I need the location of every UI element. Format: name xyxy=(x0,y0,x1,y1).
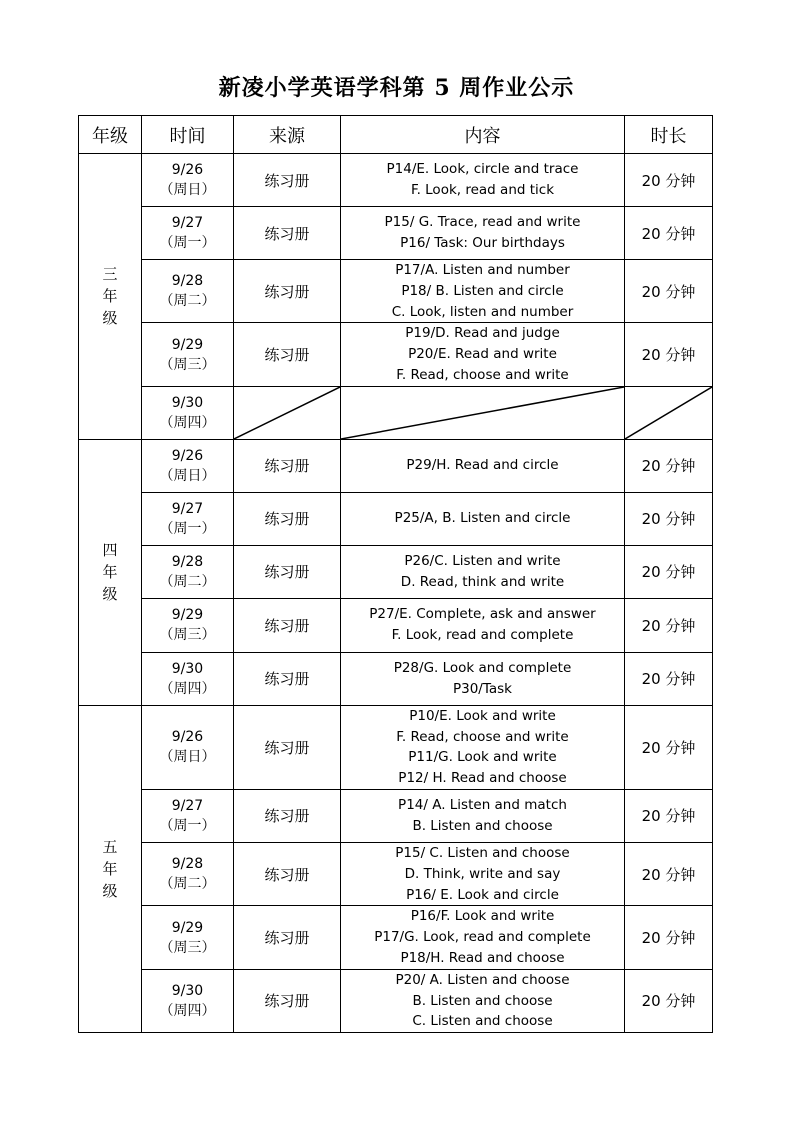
header-grade: 年级 xyxy=(79,116,142,154)
duration-cell: 20 分钟 xyxy=(625,439,713,492)
date: 9/29 xyxy=(171,919,204,936)
duration-cell: 20 分钟 xyxy=(625,652,713,705)
content-line: P12/ H. Read and choose xyxy=(398,770,567,787)
content-line: D. Read, think and write xyxy=(400,573,565,590)
date: 9/26 xyxy=(171,162,204,178)
source-cell: 练习册 xyxy=(234,842,341,905)
content-cell xyxy=(341,789,625,842)
grade-4-label xyxy=(79,439,142,705)
source-cell: 练习册 xyxy=(234,439,341,492)
content-line: P26/C. Listen and write xyxy=(404,552,561,569)
weekday: （周一） xyxy=(159,235,216,251)
content-line: P18/ B. Listen and circle xyxy=(401,282,564,299)
content-line: D. Think, write and say xyxy=(404,865,561,882)
content-cell xyxy=(341,598,625,652)
weekday: （周三） xyxy=(159,627,216,644)
grade-3-label xyxy=(79,154,142,440)
grade-label-char: 年 xyxy=(102,563,118,582)
duration-cell: 20 分钟 xyxy=(625,789,713,842)
content-cell xyxy=(341,386,625,439)
source-cell: 练习册 xyxy=(234,705,341,789)
date: 9/30 xyxy=(171,982,204,999)
table-row xyxy=(79,260,713,323)
content-line: P19/D. Read and judge xyxy=(405,325,560,342)
duration-cell: 20 分钟 xyxy=(625,492,713,545)
date-cell xyxy=(142,652,234,705)
weekday: （周日） xyxy=(159,182,216,198)
source-cell: 练习册 xyxy=(234,789,341,842)
source-cell: 练习册 xyxy=(234,260,341,323)
source-cell: 练习册 xyxy=(234,598,341,652)
content-line: C. Look, listen and number xyxy=(391,303,574,320)
page-title: 新凌小学英语学科第 5 周作业公示 xyxy=(218,75,575,101)
date: 9/28 xyxy=(171,273,204,290)
table-row xyxy=(79,154,713,207)
date-cell xyxy=(142,260,234,323)
content-line: P15/ C. Listen and choose xyxy=(395,844,570,861)
date-cell xyxy=(142,842,234,905)
date: 9/28 xyxy=(171,553,204,570)
content-line: P20/E. Read and write xyxy=(408,346,557,363)
content-line: P29/H. Read and circle xyxy=(406,457,559,474)
duration-cell: 20 分钟 xyxy=(625,154,713,207)
table-row xyxy=(79,906,713,969)
content-line: P20/ A. Listen and choose xyxy=(395,971,570,988)
content-line: F. Read, choose and write xyxy=(396,366,569,383)
diagonal-line xyxy=(341,387,624,439)
content-line: P28/G. Look and complete xyxy=(393,659,572,676)
content-cell xyxy=(341,652,625,705)
table-row xyxy=(79,207,713,260)
duration-cell: 20 分钟 xyxy=(625,842,713,905)
content-line: B. Listen and choose xyxy=(412,992,553,1009)
content-cell xyxy=(341,207,625,260)
weekday: （周四） xyxy=(159,680,216,697)
empty-cell-diagonal xyxy=(625,387,712,439)
source-cell: 练习册 xyxy=(234,652,341,705)
duration-cell: 20 分钟 xyxy=(625,969,713,1032)
date-cell xyxy=(142,323,234,386)
duration-cell xyxy=(625,386,713,439)
table-row xyxy=(79,652,713,705)
grade-label-char: 级 xyxy=(102,309,118,328)
table-body xyxy=(79,154,713,1033)
source-cell: 练习册 xyxy=(234,492,341,545)
duration-cell: 20 分钟 xyxy=(625,323,713,386)
content-cell xyxy=(341,842,625,905)
empty-cell-diagonal xyxy=(234,387,340,439)
content-line: C. Listen and choose xyxy=(412,1013,553,1030)
date-cell xyxy=(142,545,234,598)
content-cell xyxy=(341,323,625,386)
content-line: P15/ G. Trace, read and write xyxy=(384,214,581,231)
duration-cell: 20 分钟 xyxy=(625,260,713,323)
header-source: 来源 xyxy=(234,116,341,154)
content-cell xyxy=(341,969,625,1032)
duration-cell: 20 分钟 xyxy=(625,545,713,598)
weekday: （周二） xyxy=(159,293,216,310)
grade-label-char: 级 xyxy=(102,585,118,604)
content-cell xyxy=(341,545,625,598)
date: 9/27 xyxy=(171,215,204,231)
content-line: P16/ E. Look and circle xyxy=(406,886,559,903)
homework-table xyxy=(78,115,713,1033)
source-cell: 练习册 xyxy=(234,545,341,598)
content-line: P11/G. Look and write xyxy=(408,749,557,766)
table-row xyxy=(79,386,713,439)
weekday: （周四） xyxy=(159,1002,216,1019)
date-cell xyxy=(142,207,234,260)
weekday: （周日） xyxy=(159,749,216,766)
weekday: （周二） xyxy=(159,876,216,893)
source-cell: 练习册 xyxy=(234,323,341,386)
content-line: P30/Task xyxy=(452,680,512,697)
table-row xyxy=(79,842,713,905)
header-time: 时间 xyxy=(142,116,234,154)
date: 9/27 xyxy=(171,797,204,814)
weekday: （周三） xyxy=(159,939,216,956)
content-line: F. Look, read and complete xyxy=(391,627,574,644)
date-cell xyxy=(142,154,234,207)
content-line: P17/A. Listen and number xyxy=(395,262,570,278)
grade-label-char: 五 xyxy=(102,837,118,856)
content-cell xyxy=(341,154,625,207)
content-cell xyxy=(341,492,625,545)
date-cell xyxy=(142,789,234,842)
date-cell xyxy=(142,439,234,492)
content-cell xyxy=(341,906,625,969)
content-cell xyxy=(341,705,625,789)
content-line: B. Listen and choose xyxy=(412,817,553,834)
content-cell xyxy=(341,439,625,492)
date: 9/27 xyxy=(171,500,204,517)
date-cell xyxy=(142,906,234,969)
duration-cell: 20 分钟 xyxy=(625,705,713,789)
date-cell xyxy=(142,386,234,439)
grade-label-char: 年 xyxy=(102,287,118,306)
content-line: P16/ Task: Our birthdays xyxy=(400,235,565,251)
date: 9/26 xyxy=(171,729,204,746)
table-row xyxy=(79,598,713,652)
content-line: F. Read, choose and write xyxy=(396,728,569,745)
table-row xyxy=(79,323,713,386)
grade-label-char: 年 xyxy=(102,859,118,878)
table-row xyxy=(79,705,713,789)
content-line: P17/G. Look, read and complete xyxy=(374,929,591,946)
date-cell xyxy=(142,598,234,652)
content-line: P16/F. Look and write xyxy=(410,908,555,925)
content-cell xyxy=(341,260,625,323)
diagonal-line xyxy=(625,387,712,439)
diagonal-line xyxy=(234,387,340,439)
grade-label-char: 三 xyxy=(102,265,118,284)
weekday: （周二） xyxy=(159,573,216,590)
grade-label-char: 四 xyxy=(102,541,118,560)
date: 9/29 xyxy=(171,336,204,353)
date: 9/28 xyxy=(171,856,204,873)
table-row xyxy=(79,789,713,842)
duration-cell: 20 分钟 xyxy=(625,207,713,260)
content-line: P18/H. Read and choose xyxy=(400,949,565,966)
grade-5-label xyxy=(79,705,142,1032)
weekday: （周日） xyxy=(159,467,216,484)
header-content: 内容 xyxy=(341,116,625,154)
empty-cell-diagonal xyxy=(341,387,624,439)
weekday: （周四） xyxy=(159,414,216,431)
weekday: （周一） xyxy=(159,817,216,834)
table-row xyxy=(79,492,713,545)
weekday: （周一） xyxy=(159,520,216,537)
table-row xyxy=(79,439,713,492)
header-row xyxy=(79,116,713,154)
source-cell xyxy=(234,386,341,439)
content-line: P10/E. Look and write xyxy=(409,707,556,724)
duration-cell: 20 分钟 xyxy=(625,906,713,969)
source-cell: 练习册 xyxy=(234,906,341,969)
duration-cell: 20 分钟 xyxy=(625,598,713,652)
grade-label-char: 级 xyxy=(102,881,118,900)
date: 9/26 xyxy=(171,447,204,464)
content-line: P14/E. Look, circle and trace xyxy=(386,161,579,178)
content-line: P14/ A. Listen and match xyxy=(398,797,567,814)
date: 9/30 xyxy=(171,660,204,677)
date-cell xyxy=(142,969,234,1032)
source-cell: 练习册 xyxy=(234,154,341,207)
content-line: P25/A, B. Listen and circle xyxy=(394,510,571,527)
table-row xyxy=(79,969,713,1032)
date-cell xyxy=(142,705,234,789)
source-cell: 练习册 xyxy=(234,207,341,260)
date-cell xyxy=(142,492,234,545)
date: 9/29 xyxy=(171,607,204,624)
header-duration: 时长 xyxy=(625,116,713,154)
date: 9/30 xyxy=(171,394,204,411)
source-cell: 练习册 xyxy=(234,969,341,1032)
content-line: P27/E. Complete, ask and answer xyxy=(369,606,596,623)
table-row xyxy=(79,545,713,598)
weekday: （周三） xyxy=(159,356,216,373)
content-line: F. Look, read and tick xyxy=(410,182,555,198)
